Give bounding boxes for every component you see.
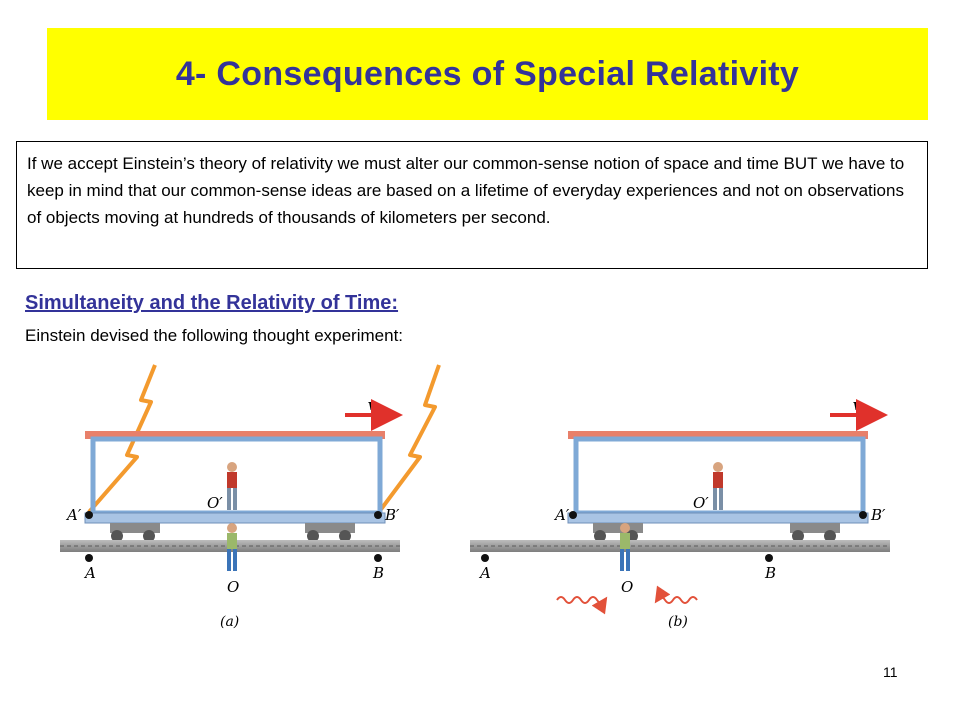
point-a: [85, 554, 93, 562]
observer-o-prime-icon: [713, 462, 723, 510]
label-b-prime: B′: [385, 506, 400, 524]
intro-text-box: If we accept Einstein’s theory of relativity we must alter our common-sense notion of space and time BUT we have to keep in mind that our common-sense ideas are based on a lifetime of everyday experiences and not on observations of objects moving at hundreds of thousands of kilometers per second.: [16, 141, 928, 269]
label-o: O: [621, 578, 634, 596]
observer-o-icon: [620, 523, 630, 571]
panel-b: [470, 396, 890, 630]
observer-o-prime-icon: [227, 462, 237, 510]
lightning-bolt-right-icon: [379, 365, 439, 512]
label-o-prime: O′: [693, 494, 709, 512]
label-b-prime: B′: [871, 506, 886, 524]
panel-a: [60, 365, 439, 630]
caption-a: (a): [220, 614, 240, 630]
label-a: A: [480, 564, 491, 582]
boxcar-floor: [85, 513, 385, 523]
light-wave-right-icon: [657, 597, 697, 603]
boxcar-floor: [568, 513, 868, 523]
light-wave-left-icon: [557, 597, 605, 603]
section-text: Einstein devised the following thought experiment:: [25, 326, 404, 345]
observer-o-icon: [227, 523, 237, 571]
point-a-prime: [85, 511, 93, 519]
point-b-prime: [859, 511, 867, 519]
wheels-icon: [593, 523, 840, 542]
label-b: B: [373, 564, 385, 582]
label-o-prime: O′: [207, 494, 223, 512]
label-a-prime: A′: [555, 506, 570, 524]
velocity-label: v: [368, 396, 377, 414]
label-o: O: [227, 578, 240, 596]
label-a-prime: A′: [67, 506, 82, 524]
title-bar: [47, 28, 928, 120]
label-b: B: [765, 564, 777, 582]
point-a: [481, 554, 489, 562]
section-heading: Simultaneity and the Relativity of Time:: [25, 292, 399, 314]
label-a: A: [85, 564, 96, 582]
point-a-prime: [569, 511, 577, 519]
caption-b: (b): [668, 614, 688, 630]
velocity-label: v: [853, 396, 862, 414]
point-b-prime: [374, 511, 382, 519]
thought-experiment-figure: [55, 360, 905, 640]
point-b: [765, 554, 773, 562]
page-number: 11: [883, 664, 898, 680]
point-b: [374, 554, 382, 562]
slide-title: 4- Consequences of Special Relativity: [175, 54, 800, 93]
